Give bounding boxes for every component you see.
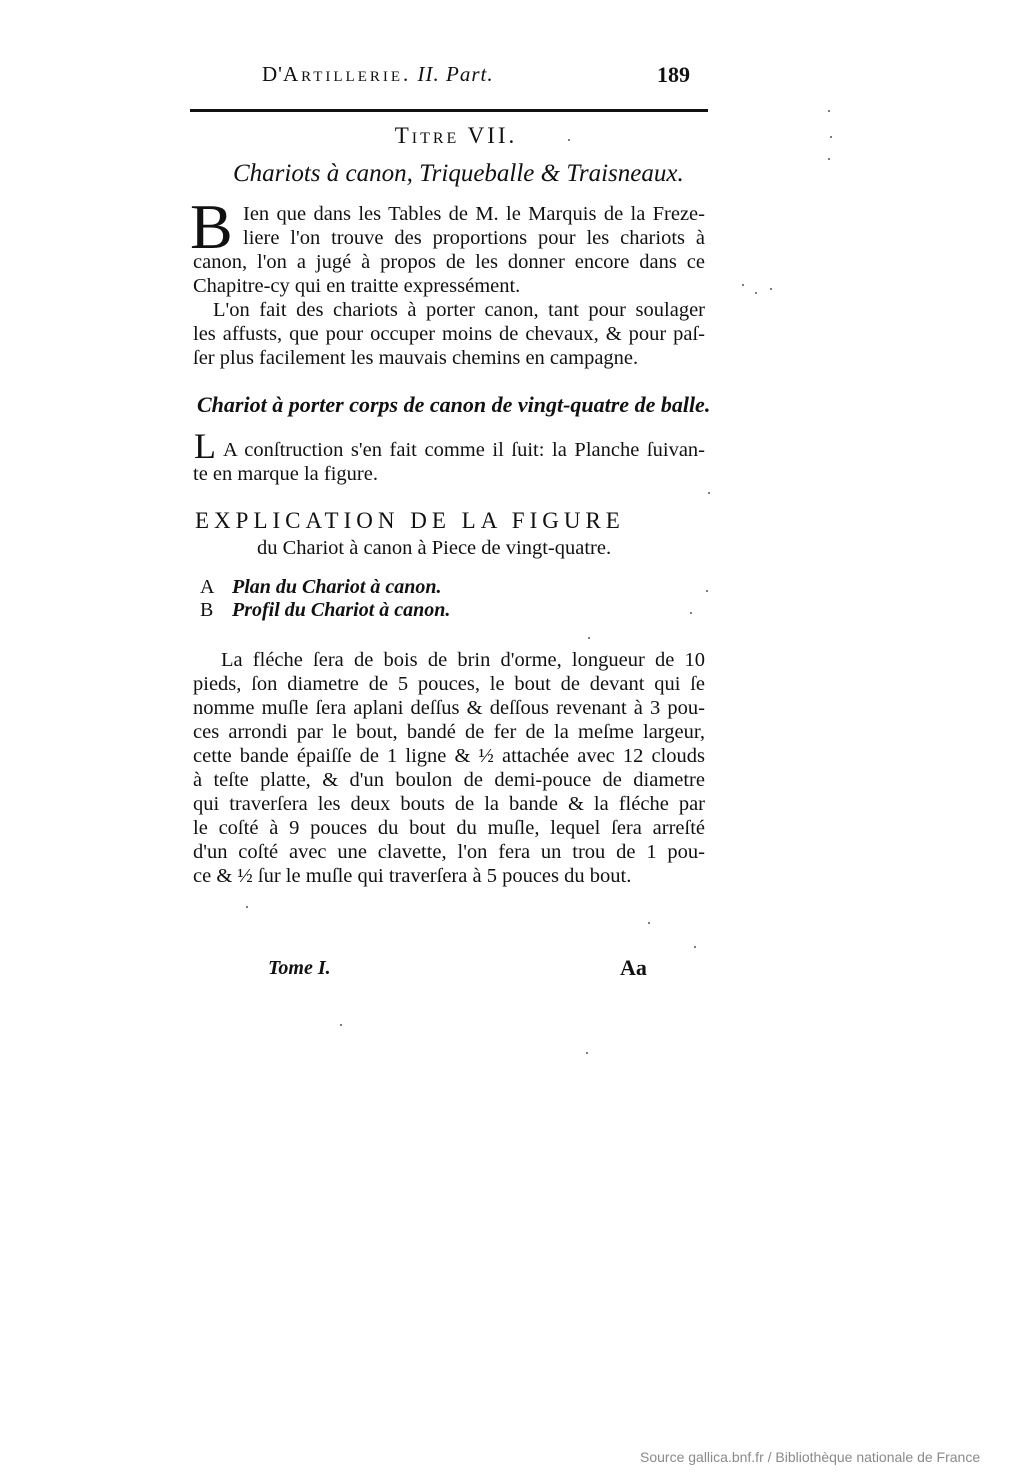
text-line: cette bande épaiſſe de 1 ligne & ½ attachée avec 12 clouds [193, 745, 705, 767]
scan-speck [830, 136, 832, 138]
footer-tome: Tome I. [268, 957, 331, 979]
explication-subtitle: du Chariot à canon à Piece de vingt-quatre. [257, 537, 612, 559]
legend-item [200, 599, 450, 622]
scan-speck [568, 139, 570, 141]
text-line: Chapitre-cy qui en traitte expressément. [193, 275, 521, 297]
legend-item [200, 576, 442, 599]
scan-speck [246, 906, 248, 908]
legend-letter: A [200, 576, 215, 598]
scan-speck [742, 284, 744, 286]
paragraph-2 [193, 298, 705, 370]
scan-speck [588, 637, 590, 639]
scan-speck [694, 946, 696, 948]
text-line: d'un coſté avec une clavette, l'on fera un trou de 1 pou- [193, 841, 705, 863]
scan-speck [340, 1024, 342, 1026]
text-line: A conſtruction s'en fait comme il ſuit: la Planche ſuivan- [223, 439, 705, 461]
legend-letter: B [200, 599, 214, 621]
text-line: La fléche ſera de bois de brin d'orme, longueur de 10 [221, 649, 705, 671]
text-line: les affusts, que pour occuper moins de chevaux, & pour paſ- [193, 323, 705, 345]
source-credit: Source gallica.bnf.fr / Bibliothèque nationale de France [640, 1449, 981, 1465]
text-line: ce & ½ ſur le muſle qui traverſera à 5 pouces du bout. [193, 865, 632, 887]
running-head [262, 62, 494, 87]
page-number: 189 [657, 62, 690, 87]
section-title: Chariots à canon, Triqueballe & Traisneaux. [233, 160, 684, 187]
running-head-word: Artillerie. [282, 62, 412, 86]
header-rule [190, 109, 708, 112]
text-line: qui traverſera les deux bouts de la bande & la fléche par [193, 793, 705, 815]
text-line: à teſte platte, & d'un boulon de demi-pouce de diametre [193, 769, 705, 791]
text-line: ſer plus facilement les mauvais chemins en campagne. [193, 347, 639, 369]
drop-cap-b: B [190, 191, 233, 262]
running-head-prefix: D' [262, 62, 283, 86]
legend-text: Plan du Chariot à canon. [232, 576, 442, 598]
scan-speck [755, 292, 757, 294]
text-line: canon, l'on a jugé à propos de les donner encore dans ce [193, 251, 705, 273]
scan-speck [828, 158, 830, 160]
paragraph-1 [193, 202, 705, 298]
paragraph-4 [193, 648, 705, 888]
text-line: pieds, ſon diametre de 5 pouces, le bout de devant qui ſe [193, 673, 705, 695]
title-number [0, 123, 1024, 149]
text-line: le coſté à 9 pouces du bout du muſle, lequel ſera arreſté [193, 817, 705, 839]
text-line: te en marque la figure. [193, 463, 378, 485]
paragraph-3 [193, 438, 705, 486]
legend-text: Profil du Chariot à canon. [232, 599, 451, 621]
subheading: Chariot à porter corps de canon de vingt-quatre de balle. [197, 392, 711, 417]
text-line: nomme muſle ſera aplani deſſus & deſſous revenant à 3 pou- [193, 697, 705, 719]
explication-title: EXPLICATION DE LA FIGURE [195, 508, 625, 533]
footer-signature: Aa [620, 955, 647, 980]
text-line: ces arrondi par le bout, bandé de fer de la meſme largeur, [193, 721, 705, 743]
scan-speck [708, 492, 710, 494]
drop-cap-l: L [194, 426, 216, 466]
title-number-text: Titre VII. [394, 123, 518, 148]
scan-speck [690, 612, 692, 614]
scan-speck [828, 110, 830, 112]
scan-speck [706, 590, 708, 592]
text-line: L'on fait des chariots à porter canon, tant pour soulager [213, 299, 705, 321]
scan-speck [648, 922, 650, 924]
scan-speck [586, 1052, 588, 1054]
scan-speck [770, 288, 772, 290]
text-line: Ien que dans les Tables de M. le Marquis de la Freze- [243, 203, 705, 225]
text-line: liere l'on trouve des proportions pour les chariots à [243, 227, 705, 249]
running-head-part: II. Part. [417, 62, 494, 86]
